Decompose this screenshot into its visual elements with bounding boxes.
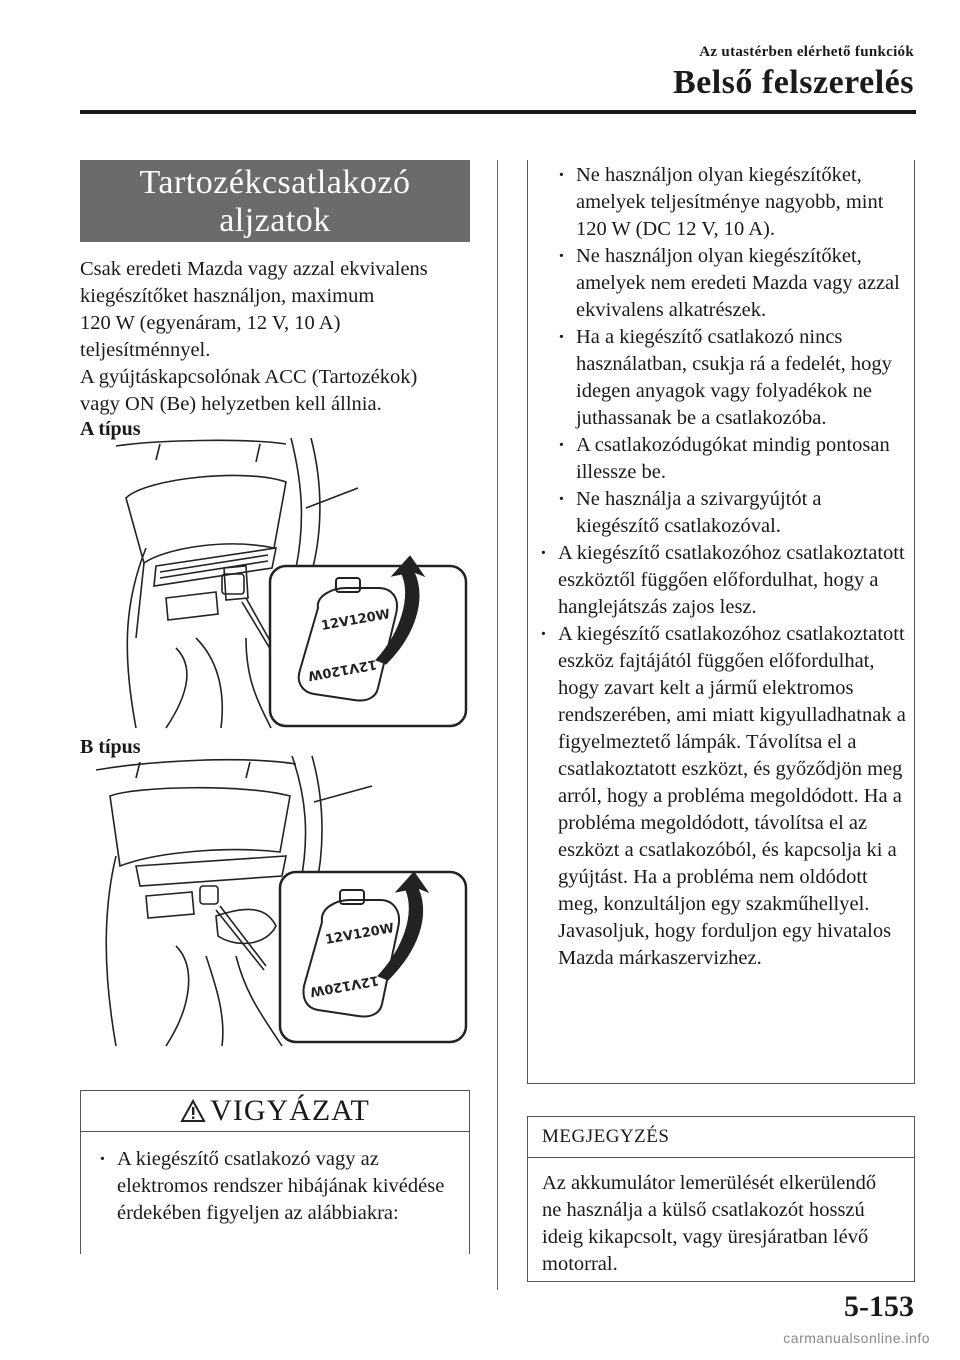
warning-sub-list [528,162,914,540]
socket-cap-label-inverted: 12V120W [308,972,380,999]
column-divider [497,160,498,1290]
list-item: · Ne használjon olyan kiegészítőket, amelyek nem eredeti Mazda vagy azzal ekvivalens alkatrészek. [556,243,906,324]
page-heading: Belső felszerelés [672,64,914,101]
intro-line: teljesítménnyel. [80,339,211,361]
warning-list [81,1146,469,1227]
header-rule [80,110,916,114]
warning-header [81,1091,469,1132]
section-title-box [80,160,470,242]
warning-main-list [528,540,914,972]
list-item: · Ha a kiegészítő csatlakozó nincs használatban, csukja rá a fedelét, hogy idegen anyagok vagy folyadékok ne juthassanak be a csatlakozóba. [556,324,906,432]
section-title-line-1: Tartozékcsatlakozó [139,164,411,201]
list-item: · A kiegészítő csatlakozó vagy az elektromos rendszer hibájának kivédése érdekében figyeljen az alábbiakra: [97,1146,461,1227]
socket-cap-label: 12V120W [320,607,392,634]
type-a-label: A típus [80,418,141,440]
intro-line: A gyújtáskapcsolónak ACC (Tartozékok) [80,366,418,388]
note-title: MEGJEGYZÉS [528,1117,914,1158]
intro-paragraph [80,256,480,418]
warning-box [80,1090,470,1254]
note-text: Az akkumulátor lemerülését elkerülendő ne használja a külső csatlakozót hosszú ideig kikapcsolt, vagy üresjáratban lévő motorral. [542,1172,877,1275]
list-item: · A csatlakozódugókat mindig pontosan illessze be. [556,432,906,486]
intro-line: Csak eredeti Mazda vagy azzal ekvivalens [80,258,428,280]
warning-triangle-icon [180,1099,206,1123]
note-box [527,1116,915,1282]
type-a-illustration [96,438,470,730]
intro-line: vagy ON (Be) helyzetben kell állnia. [80,393,382,415]
socket-cap-label: 12V120W [324,921,396,948]
section-header: Az utastérben elérhető funkciók [699,44,914,60]
intro-line: kiegészítőket használjon, maximum [80,285,375,307]
warning-continuation-box [527,160,915,1084]
watermark: carmanualsonline.info [783,1330,930,1346]
list-item: · A kiegészítő csatlakozóhoz csatlakoztatott eszköz fajtájától függően előfordulhat, hogy zavart kelt a jármű elektromos rendszerében, ami miatt kigyulladhatnak a figyelmeztető lámpák. Távolítsa el a csatlakoztatott eszközt, és győződjön meg arról, hogy a probléma megoldódott. Ha a probléma megoldódott, távolítsa el az eszközt a csatlakozóból, és kapcsolja ki a gyújtást. Ha a probléma nem oldódott meg, konzultáljon egy szakműhellyel. Javasoljuk, hogy forduljon egy hivatalos Mazda márkaszervizhez. [538,621,906,972]
type-b-label: B típus [80,736,141,758]
section-title-line-2: aljzatok [219,202,331,239]
page-number: 5-153 [844,1290,914,1323]
list-item: · Ne használja a szivargyújtót a kiegészítő csatlakozóval. [556,486,906,540]
warning-title: VIGYÁZAT [210,1094,370,1127]
list-item: · A kiegészítő csatlakozóhoz csatlakoztatott eszköztől függően előfordulhat, hogy a hanglejátszás zajos lesz. [538,540,906,621]
socket-cap-label-inverted: 12V120W [306,656,378,683]
list-item: · Ne használjon olyan kiegészítőket, amelyek teljesítménye nagyobb, mint 120 W (DC 12 V, 10 A). [556,162,906,243]
type-b-illustration [96,756,470,1048]
intro-line: 120 W (egyenáram, 12 V, 10 A) [80,312,341,334]
